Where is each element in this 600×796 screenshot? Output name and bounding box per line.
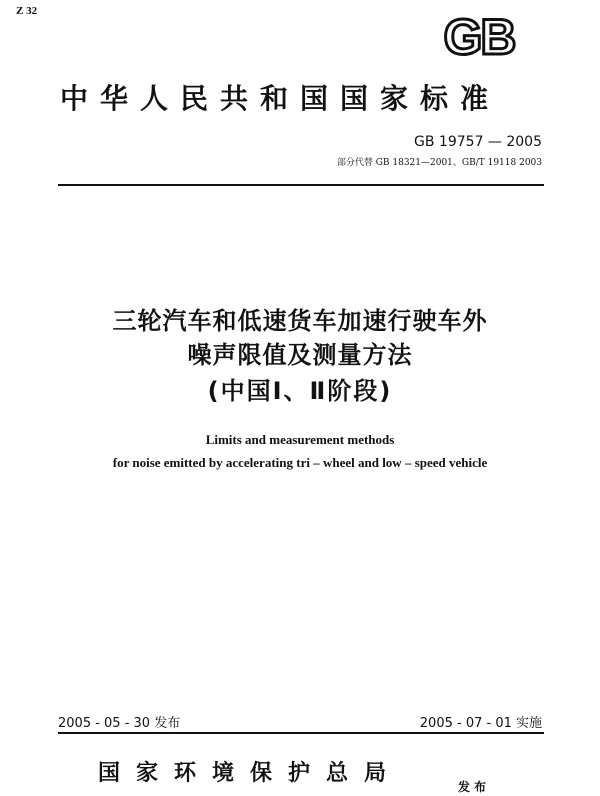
- title-cn-line-3: (中国Ⅰ、Ⅱ阶段): [207, 377, 393, 405]
- gb-logo-text: GB: [443, 10, 515, 62]
- issue-date: 2005 - 05 - 30 发布: [58, 716, 181, 731]
- gb-logo: [432, 10, 526, 62]
- title-en-line-1: Limits and measurement methods: [205, 432, 395, 447]
- ccs-code: Z 32: [16, 5, 38, 17]
- issuing-authority: 国家环境保护总局: [98, 760, 403, 786]
- implementation-date: 2005 - 07 - 01 实施: [419, 716, 542, 731]
- organization-title: 中华人民共和国国家标准: [60, 82, 501, 115]
- top-divider: [58, 184, 544, 186]
- title-en-line-2: for noise emitted by accelerating tri – wheel and low – speed vehicle: [112, 455, 488, 470]
- standard-number: GB 19757 — 2005: [414, 134, 542, 150]
- bottom-divider: [58, 732, 544, 734]
- issued-label: 发布: [458, 780, 491, 794]
- title-cn-line-1: 三轮汽车和低速货车加速行驶车外: [112, 307, 488, 335]
- replaces-note: 部分代替 GB 18321—2001、GB/T 19118 2003: [336, 158, 542, 168]
- title-cn-line-2: 噪声限值及测量方法: [187, 341, 413, 369]
